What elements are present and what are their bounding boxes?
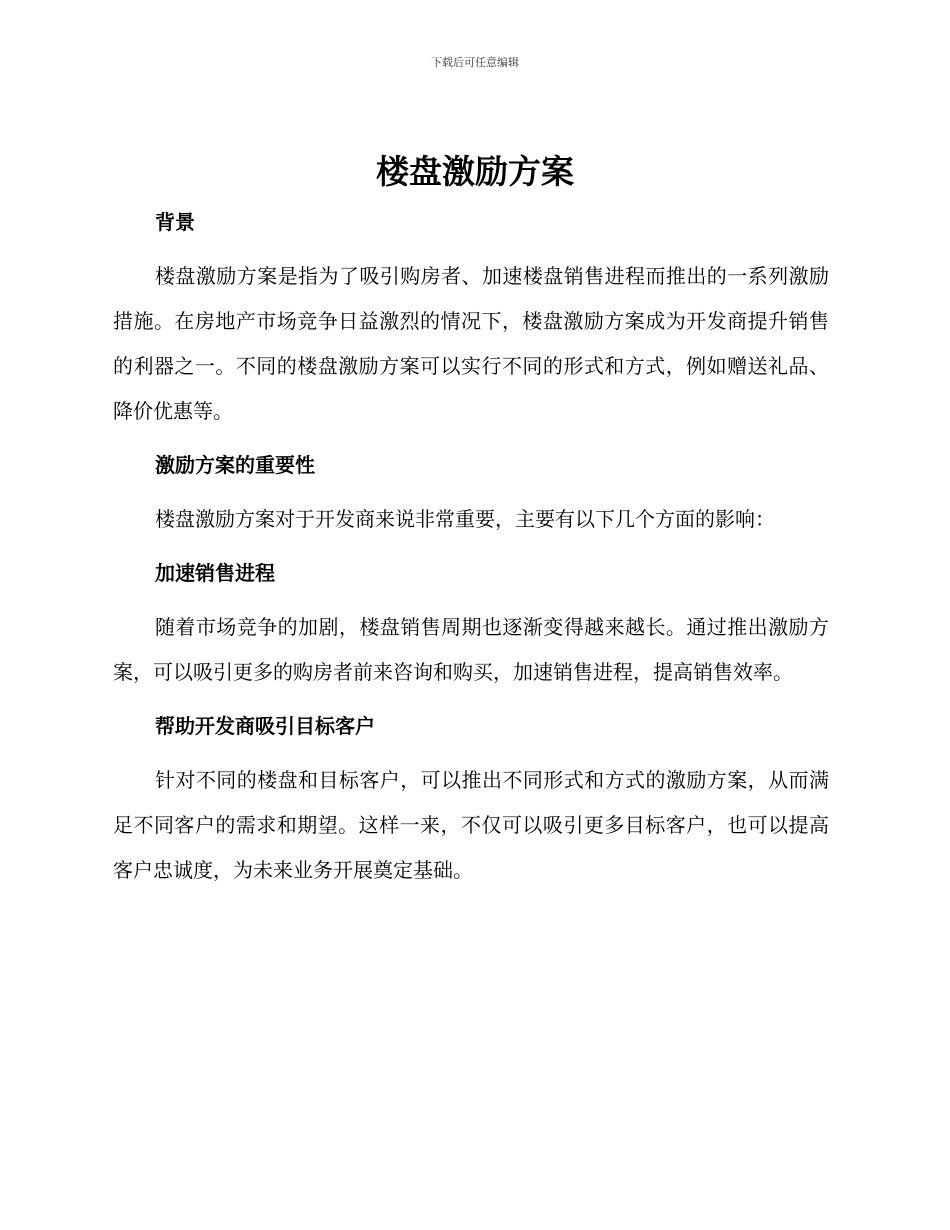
section-heading-importance: 激励方案的重要性 bbox=[155, 453, 315, 477]
section-heading-accelerate-sales: 加速销售进程 bbox=[155, 561, 275, 585]
section-paragraph-importance: 楼盘激励方案对于开发商来说非常重要，主要有以下几个方面的影响： bbox=[155, 507, 775, 531]
section-paragraph-background: 楼盘激励方案是指为了吸引购房者、加速楼盘销售进程而推出的一系列激励措施。在房地产市场竞争日益激烈的情况下，楼盘激励方案成为开发商提升销售的利器之一。不同的楼盘激励方案可以实行不同的形式和方式，例如赠送礼品、降价优惠等。 bbox=[113, 264, 829, 423]
section-paragraph-accelerate-sales: 随着市场竞争的加剧，楼盘销售周期也逐渐变得越来越长。通过推出激励方案，可以吸引更多的购房者前来咨询和购买，加速销售进程，提高销售效率。 bbox=[113, 615, 829, 684]
section-heading-background: 背景 bbox=[155, 210, 195, 234]
section-paragraph-target-customers: 针对不同的楼盘和目标客户，可以推出不同形式和方式的激励方案，从而满足不同客户的需求和期望。这样一来，不仅可以吸引更多目标客户，也可以提高客户忠诚度，为未来业务开展奠定基础。 bbox=[113, 768, 829, 882]
header-note: 下载后可任意编辑 bbox=[431, 56, 519, 69]
document-body bbox=[113, 203, 829, 893]
section-heading-target-customers: 帮助开发商吸引目标客户 bbox=[155, 714, 375, 738]
document-title: 楼盘激励方案 bbox=[376, 152, 574, 191]
